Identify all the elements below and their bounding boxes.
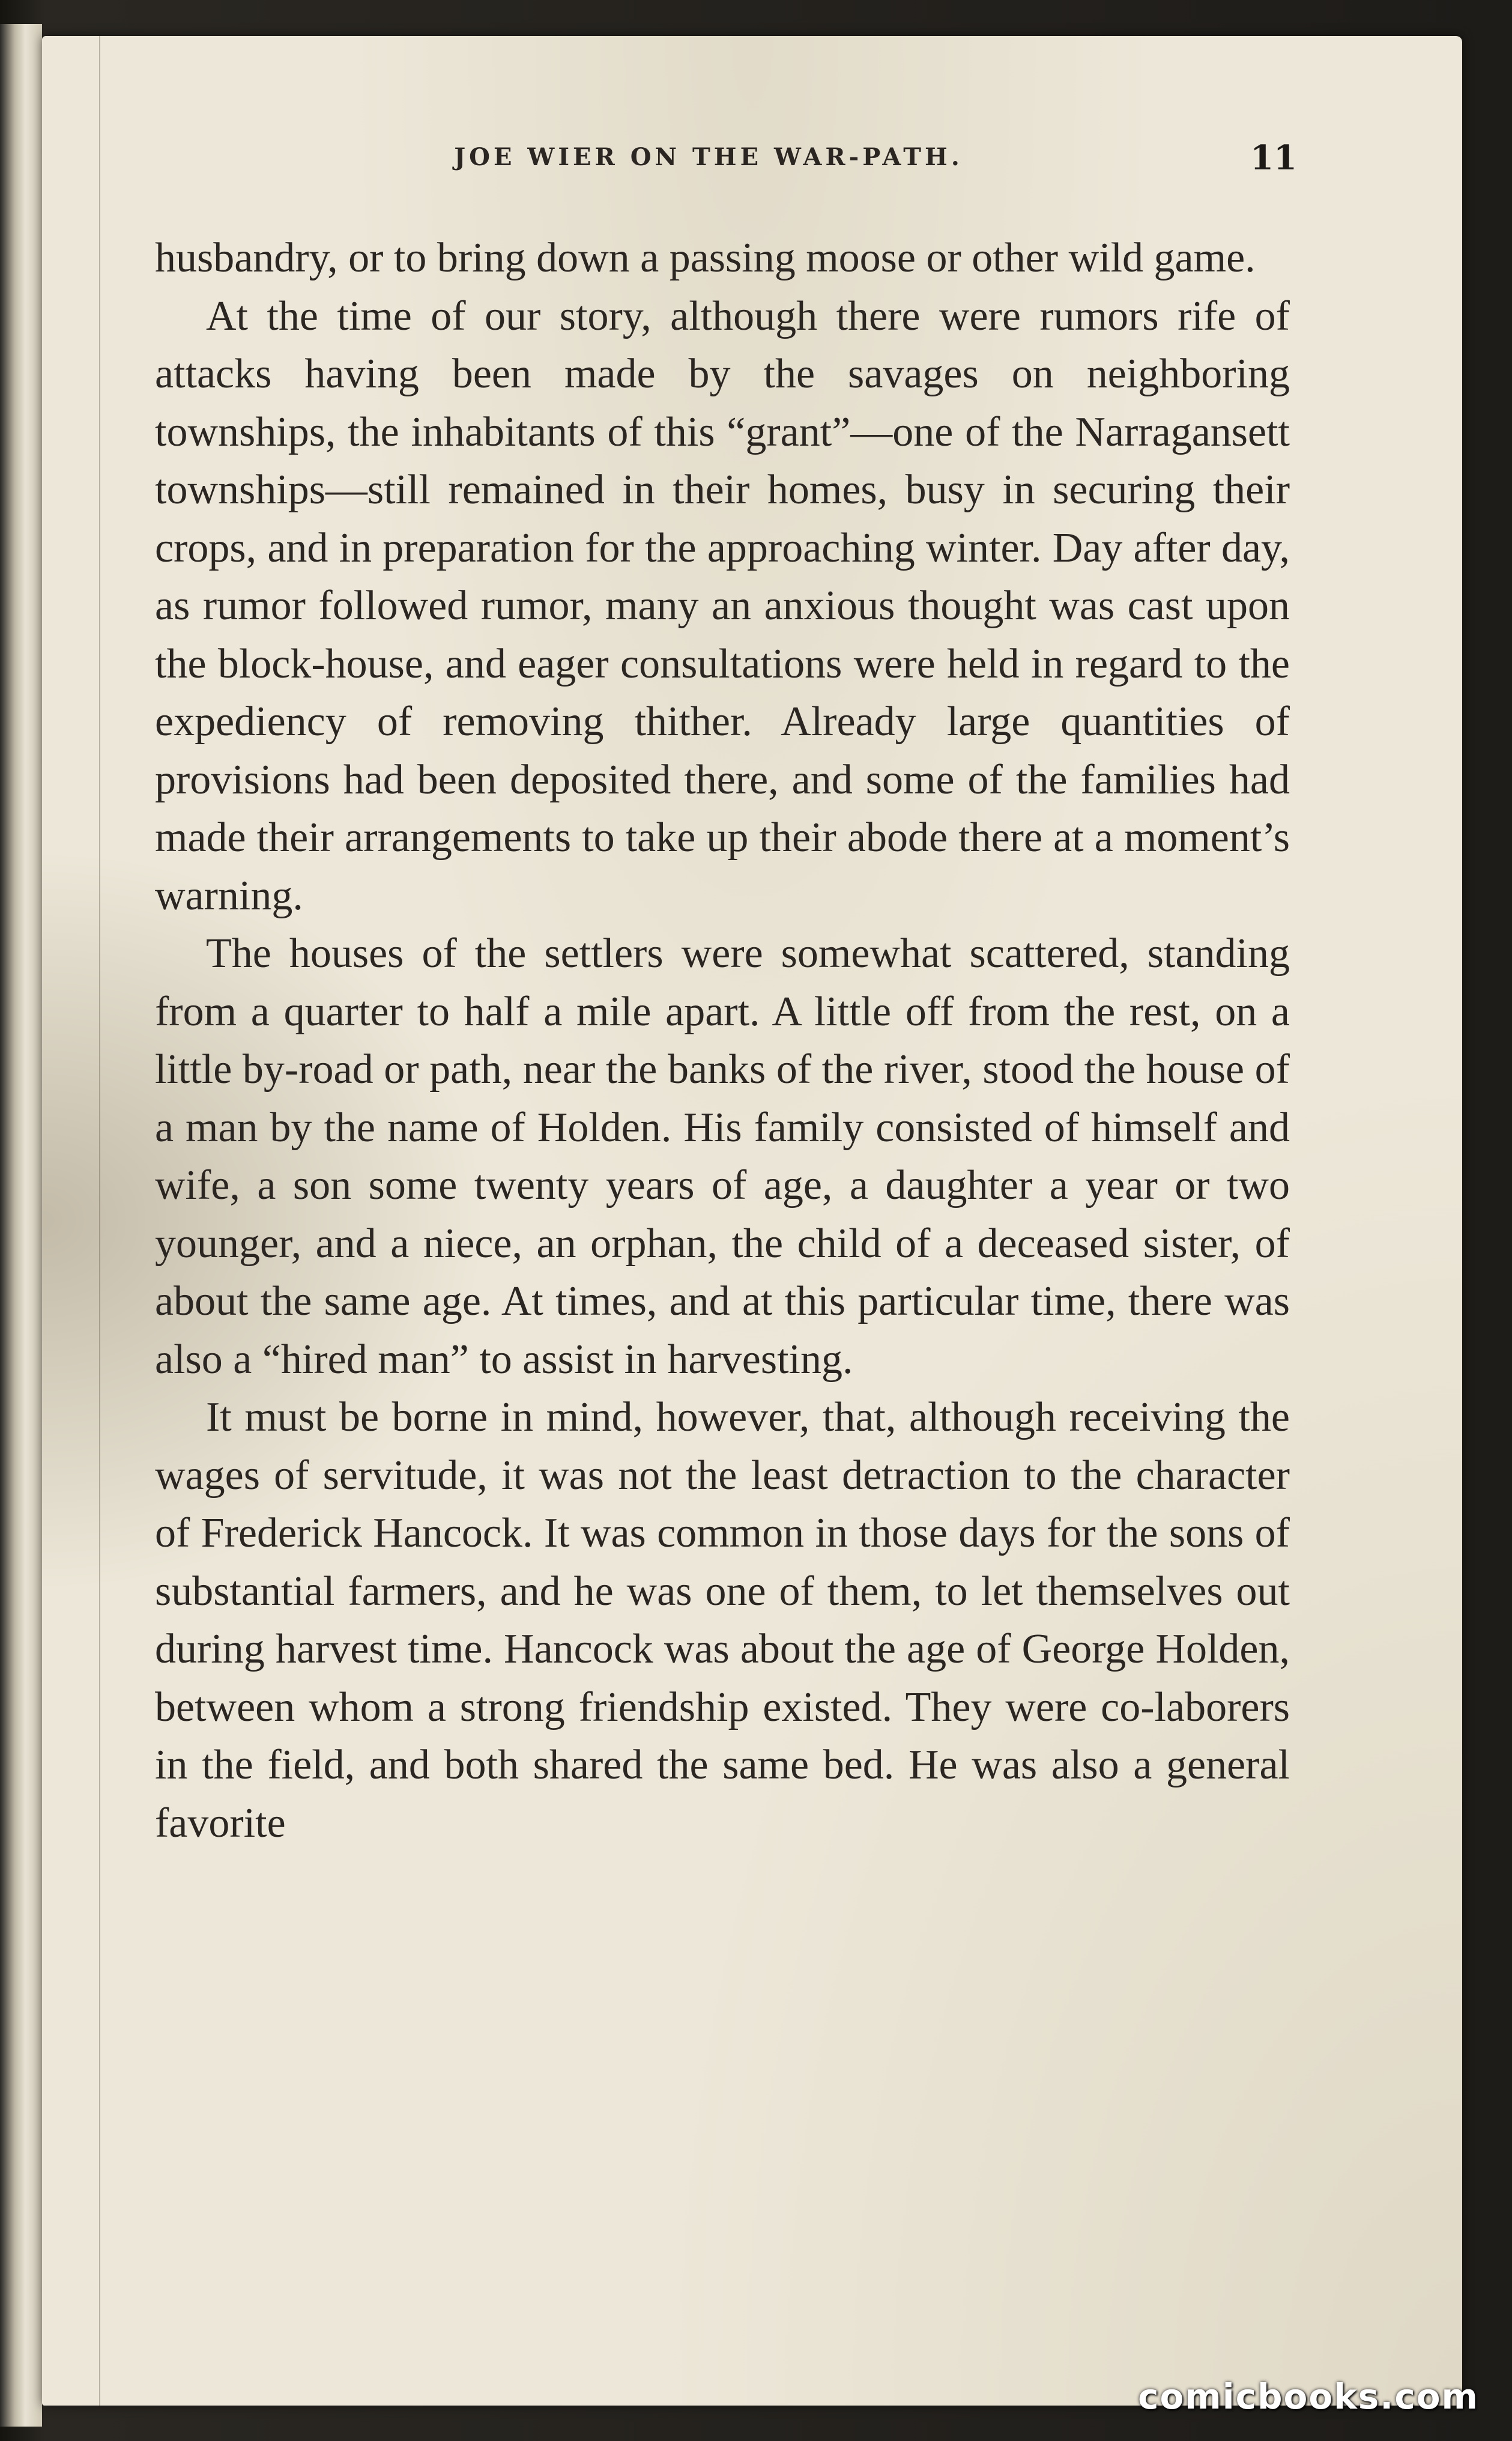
book-spine: [0, 24, 42, 2427]
page-gutter-shadow: [99, 36, 100, 2406]
running-head: JOE WIER ON THE WAR-PATH.: [454, 143, 963, 171]
page-header: [120, 138, 1297, 186]
watermark: comicbooks.com: [1138, 2376, 1479, 2417]
page-number: 11: [1250, 138, 1297, 178]
paragraph: It must be borne in mind, however, that, although receiving the wages of servitude, it was not the least detraction to the character of Frederick Hancock. It was common in those days for the sons of substantial farmers, and he was one of them, to let themselves out during harvest time. Hancock was about the age of George Holden, between whom a strong friendship existed. They were co-laborers in the field, and both shared the same bed. He was also a general favorite: [155, 1394, 1290, 1846]
body-text: [155, 229, 1290, 1852]
paragraph: The houses of the settlers were somewhat scattered, standing from a quarter to half a mile apart. A little off from the rest, on a little by-road or path, near the banks of the river, stood the house of a man by the name of Holden. His family consisted of himself and wife, a son some twenty years of age, a daughter a year or two younger, and a niece, an orphan, the child of a deceased sister, of about the same age. At times, and at this particular time, there was also a “hired man” to assist in harvesting.: [155, 930, 1290, 1383]
paragraph-continued: husbandry, or to bring down a passing moose or other wild game.: [155, 235, 1256, 281]
paragraph: At the time of our story, although there were rumors rife of attacks having been made by the savages on neighboring townships, the inhabitants of this “grant”—one of the Narragansett townships—still remained in their homes, busy in securing their crops, and in preparation for the approaching winter. Day after day, as rumor followed rumor, many an anxious thought was cast upon the block-house, and eager consultations were held in regard to the expediency of removing thither. Already large quantities of provisions had been deposited there, and some of the families had made their arrangements to take up their abode there at a moment’s warning.: [155, 293, 1290, 919]
